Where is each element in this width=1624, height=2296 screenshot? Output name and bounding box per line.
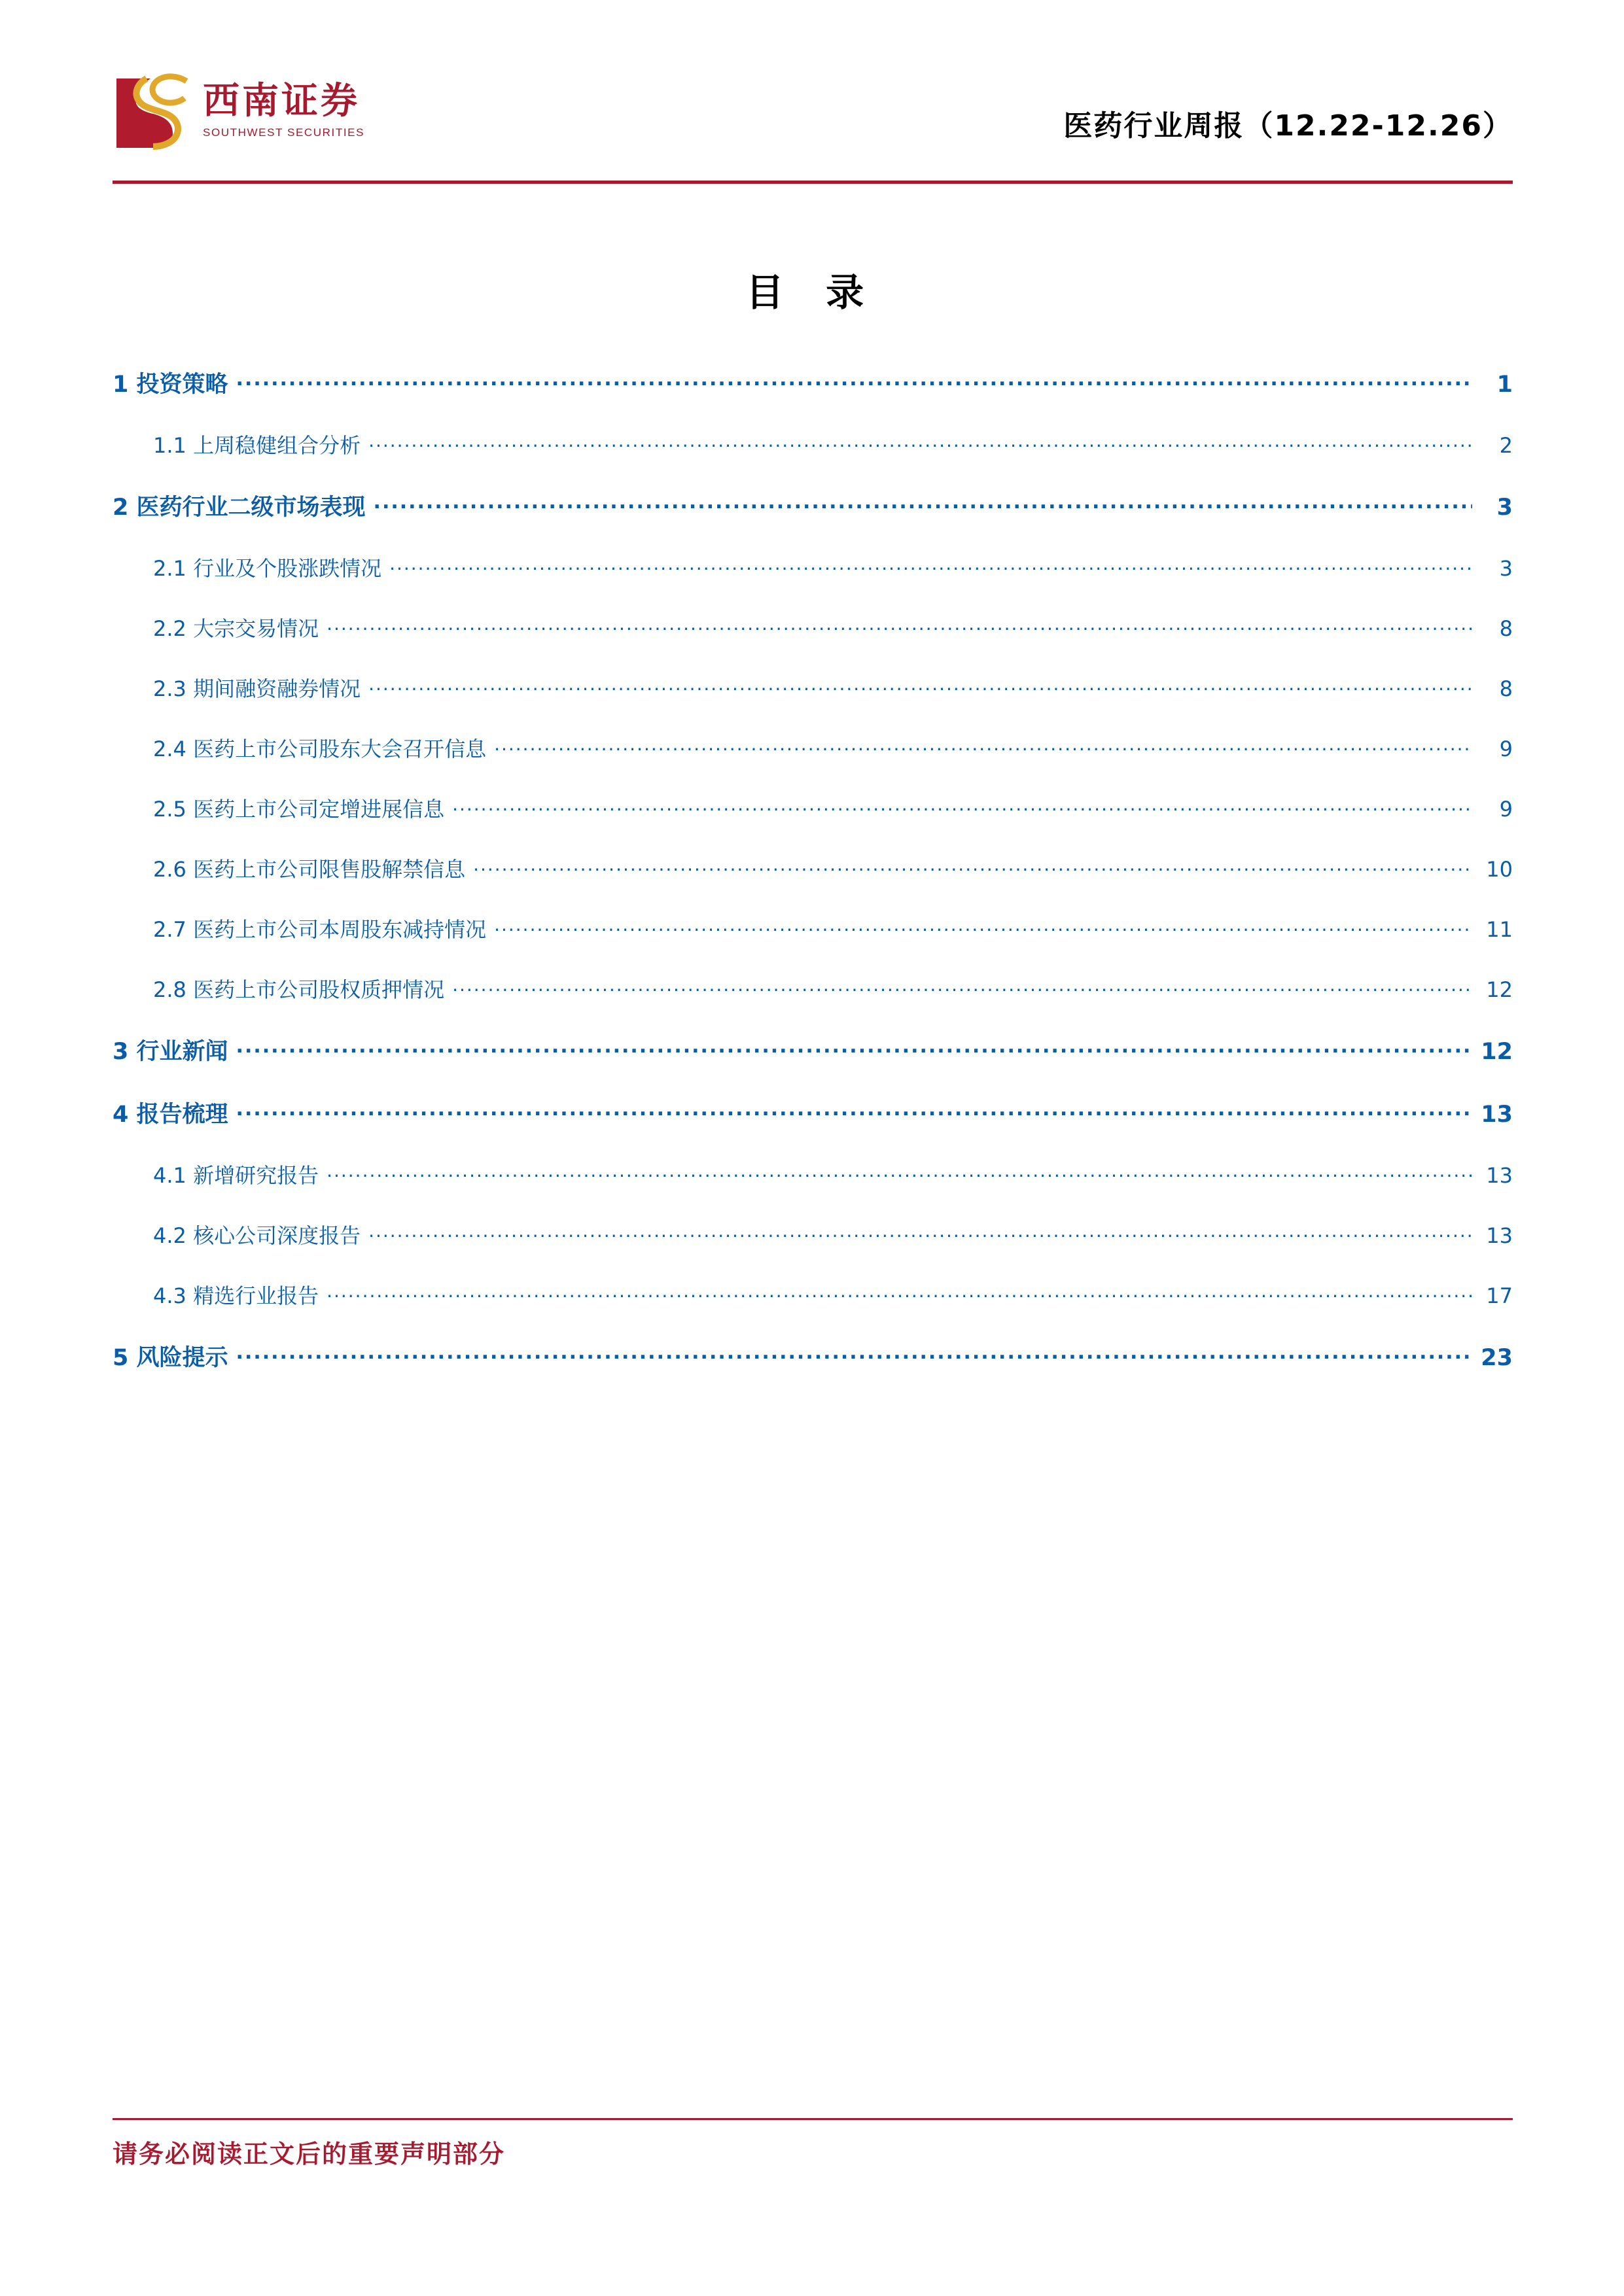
toc-entry-page: 3 [1496,495,1513,521]
toc-entry[interactable] [113,489,1513,552]
toc-entry[interactable] [113,973,1513,1034]
toc-entry-label: 4.3 精选行业报告 [153,1283,319,1308]
toc-entry-page: 9 [1499,737,1513,761]
toc-leader-dots [327,615,1472,636]
toc-entry-label: 2 医药行业二级市场表现 [113,495,366,521]
toc-entry[interactable] [113,552,1513,612]
toc-entry-label: 1 投资策略 [113,372,228,398]
report-title: 医药行业周报（12.22-12.26） [1063,109,1513,143]
company-logo [113,73,364,162]
toc-entry-page: 8 [1499,676,1513,701]
toc-entry-label: 4 报告梳理 [113,1102,228,1128]
toc-entry-page: 11 [1486,917,1513,942]
footer-divider [113,2118,1513,2120]
toc-entry-label: 2.2 大宗交易情况 [153,616,319,641]
toc-entry-label: 2.8 医药上市公司股权质押情况 [153,977,445,1002]
table-of-contents [113,366,1513,1402]
page-header [113,58,1513,188]
toc-leader-dots [236,1099,1472,1122]
toc-leader-dots [236,369,1472,392]
toc-leader-dots [494,735,1472,756]
toc-entry-page: 13 [1486,1223,1513,1248]
toc-entry-label: 5 风险提示 [113,1345,228,1371]
toc-entry[interactable] [113,793,1513,853]
toc-entry[interactable] [113,612,1513,672]
header-divider [113,181,1513,184]
toc-entry[interactable] [113,1340,1513,1402]
toc-leader-dots [368,432,1472,453]
logo-company-name-en: SOUTHWEST SECURITIES [203,126,365,139]
toc-entry[interactable] [113,913,1513,973]
toc-heading: 目 录 [745,270,879,315]
toc-entry-label: 2.3 期间融资融券情况 [153,676,361,701]
toc-leader-dots [327,1162,1472,1183]
toc-entry-page: 13 [1486,1163,1513,1188]
toc-entry-page: 17 [1486,1283,1513,1308]
toc-entry[interactable] [113,1034,1513,1096]
toc-entry-label: 2.4 医药上市公司股东大会召开信息 [153,737,487,761]
toc-leader-dots [452,795,1472,816]
toc-entry[interactable] [113,1096,1513,1159]
toc-entry-label: 2.5 医药上市公司定增进展信息 [153,797,445,822]
toc-entry-label: 2.6 医药上市公司限售股解禁信息 [153,857,466,882]
toc-leader-dots [236,1036,1472,1059]
toc-entry-page: 12 [1486,977,1513,1002]
toc-leader-dots [327,1282,1472,1303]
toc-leader-dots [452,976,1472,997]
toc-entry-page: 13 [1481,1102,1513,1128]
logo-company-name-cn: 西南证券 [203,78,360,122]
toc-entry-label: 3 行业新闻 [113,1039,228,1065]
toc-entry-label: 4.1 新增研究报告 [153,1163,319,1188]
toc-entry-page: 1 [1496,372,1513,398]
toc-entry-label: 4.2 核心公司深度报告 [153,1223,361,1248]
toc-entry[interactable] [113,429,1513,489]
toc-leader-dots [494,916,1472,937]
footer-disclaimer: 请务必阅读正文后的重要声明部分 [113,2140,506,2168]
toc-entry-page: 10 [1486,857,1513,882]
toc-entry[interactable] [113,1219,1513,1279]
toc-entry-page: 8 [1499,616,1513,641]
toc-entry[interactable] [113,853,1513,913]
toc-leader-dots [236,1342,1472,1365]
toc-entry-page: 3 [1499,556,1513,581]
toc-entry-page: 2 [1499,433,1513,458]
toc-entry[interactable] [113,672,1513,733]
toc-entry[interactable] [113,733,1513,793]
toc-leader-dots [368,1222,1472,1243]
toc-entry-label: 1.1 上周稳健组合分析 [153,433,361,458]
toc-leader-dots [389,555,1472,576]
toc-entry[interactable] [113,1279,1513,1340]
toc-leader-dots [368,675,1472,696]
toc-entry-page: 12 [1481,1039,1513,1065]
toc-entry[interactable] [113,1159,1513,1219]
southwest-securities-logo-icon [113,73,191,150]
toc-entry-page: 23 [1481,1345,1513,1371]
toc-entry-page: 9 [1499,797,1513,822]
toc-entry-label: 2.1 行业及个股涨跌情况 [153,556,382,581]
toc-entry[interactable] [113,366,1513,429]
toc-leader-dots [374,492,1472,515]
toc-leader-dots [473,856,1472,877]
toc-entry-label: 2.7 医药上市公司本周股东减持情况 [153,917,487,942]
